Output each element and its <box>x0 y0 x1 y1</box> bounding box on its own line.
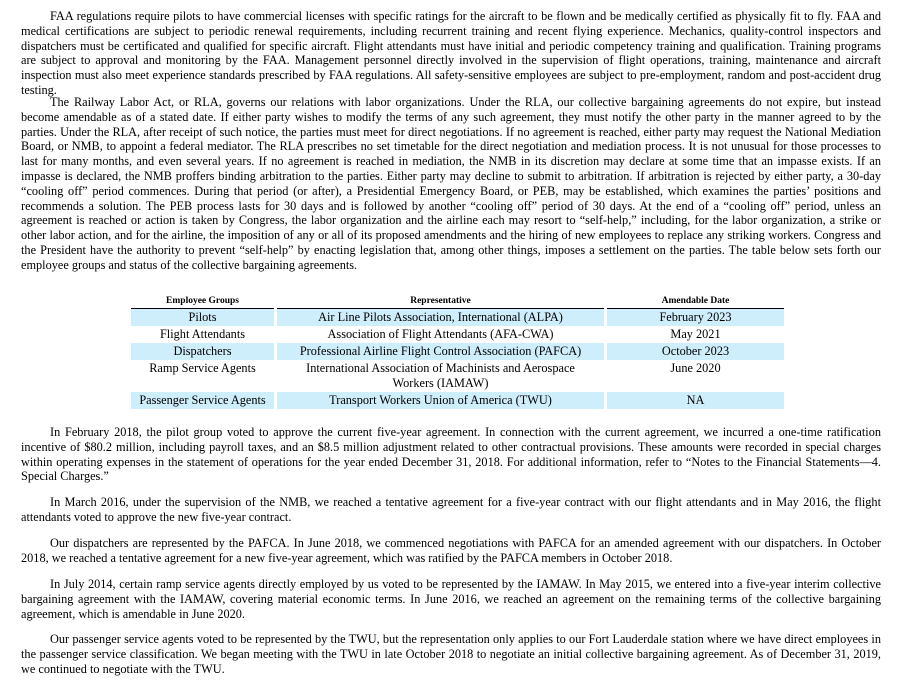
header-amendable-date: Amendable Date <box>607 295 784 309</box>
header-employee-groups: Employee Groups <box>131 295 274 309</box>
employee-group-cell: Pilots <box>131 309 274 327</box>
amendable-date-cell: February 2023 <box>607 309 784 327</box>
representative-cell: Air Line Pilots Association, International (ALPA) <box>277 309 604 327</box>
table-header-row <box>131 295 784 309</box>
paragraph-pilot-agreement: In February 2018, the pilot group voted to approve the current five-year agreement. In connection with the current agreement, we incurred a one-time ratification incentive of $80.2 million, including payroll taxes, and an $8.5 million adjustment related to other contractual provisions. These amounts were recorded in special charges within operating expenses in the statement of operations for the year ended December 31, 2018. For additional information, refer to “Notes to the Financial Statements—4. Special Charges.” <box>21 425 881 484</box>
employee-group-cell: Flight Attendants <box>159 327 246 341</box>
paragraph-railway-labor-act: The Railway Labor Act, or RLA, governs our relations with labor organizations. Under the RLA, our collective bargaining agreements do not expire, but instead become amendable as of a stated date. If either party wishes to modify the terms of any such agreement, they must notify the other party in the manner agreed to by the parties. Under the RLA, after receipt of such notice, the parties must meet for direct negotiations. If no agreement is reached, either party may request the National Mediation Board, or NMB, to appoint a federal mediator. The RLA prescribes no set timetable for the direct negotiation and mediation process. It is not unusual for those processes to last for many months, and even several years. If no agreement is reached in mediation, the NMB in its discretion may declare at some time that an impasse exists. If an impasse is declared, the NMB proffers binding arbitration to the parties. Either party may decline to submit to arbitration. If arbitration is rejected by either party, a 30-day “cooling off” period commences. During that period (or after), a Presidential Emergency Board, or PEB, may be established, which examines the parties’ positions and recommends a solution. The PEB process lasts for 30 days and is followed by another “cooling off” period of 30 days. At the end of a “cooling off” period, unless an agreement is reached or action is taken by Congress, the labor organization and the airline each may resort to “self-help,” including, for the labor organization, a strike or other labor action, and for the airline, the imposition of any or all of its proposed amendments and the hiring of new employees to replace any striking workers. Congress and the President have the authority to prevent “self-help” by enacting legislation that, among other things, imposes a settlement on the parties. The table below sets forth our employee groups and status of the collective bargaining agreements. <box>21 95 881 272</box>
employee-group-cell: Passenger Service Agents <box>131 392 274 409</box>
employee-group-cell: Dispatchers <box>131 343 274 360</box>
paragraph-passenger-service-agents: Our passenger service agents voted to be represented by the TWU, but the representation only applies to our Fort Lauderdale station where we have direct employees in the passenger service classification. We began meeting with the TWU in late October 2018 to negotiate an initial collective bargaining agreement. As of December 31, 2019, we continued to negotiate with the TWU. <box>21 632 881 676</box>
paragraph-flight-attendants: In March 2016, under the supervision of the NMB, we reached a tentative agreement for a five-year contract with our flight attendants and in May 2016, the flight attendants voted to approve the new five-year contract. <box>21 495 881 524</box>
representative-cell: Professional Airline Flight Control Association (PAFCA) <box>277 343 604 360</box>
header-representative: Representative <box>277 295 604 309</box>
paragraph-dispatchers: Our dispatchers are represented by the PAFCA. In June 2018, we commenced negotiations with PAFCA for an amended agreement with our dispatchers. In October 2018, we reached a tentative agreement for a new five-year agreement, which was ratified by the PAFCA members in October 2018. <box>21 536 881 565</box>
representative-cell: Association of Flight Attendants (AFA-CWA) <box>327 327 554 341</box>
employee-group-cell: Ramp Service Agents <box>149 361 256 375</box>
table-row <box>131 343 784 360</box>
amendable-date-cell: NA <box>607 392 784 409</box>
table-row <box>131 326 784 343</box>
representative-cell: Transport Workers Union of America (TWU) <box>277 392 604 409</box>
table-row <box>131 392 784 409</box>
representative-cell: International Association of Machinists and Aerospace Workers (IAMAW) <box>306 361 575 390</box>
amendable-date-cell: May 2021 <box>670 327 721 341</box>
employee-groups-table <box>131 295 784 409</box>
paragraph-faa-regulations: FAA regulations require pilots to have commercial licenses with specific ratings for the aircraft to be flown and be medically certified as physically fit to fly. FAA and medical certifications are subject to periodic renewal requirements, including recurrent training and recent flying experience. Mechanics, quality-control inspectors and dispatchers must be certificated and qualified for specific aircraft. Flight attendants must have initial and periodic competency training and qualification. Training programs are subject to approval and monitoring by the FAA. Management personnel directly involved in the supervision of flight operations, training, maintenance and aircraft inspection must also meet experience standards prescribed by FAA regulations. All safety-sensitive employees are subject to pre-employment, random and post-accident drug testing. <box>21 9 881 97</box>
table-row <box>131 360 784 392</box>
paragraph-ramp-service-agents: In July 2014, certain ramp service agents directly employed by us voted to be represented by the IAMAW. In May 2015, we entered into a five-year interim collective bargaining agreement with the IAMAW, covering material economic terms. In June 2016, we reached an agreement on the remaining terms of the collective bargaining agreement, which is amendable in June 2020. <box>21 577 881 621</box>
table-row <box>131 309 784 327</box>
amendable-date-cell: June 2020 <box>670 361 721 375</box>
amendable-date-cell: October 2023 <box>607 343 784 360</box>
